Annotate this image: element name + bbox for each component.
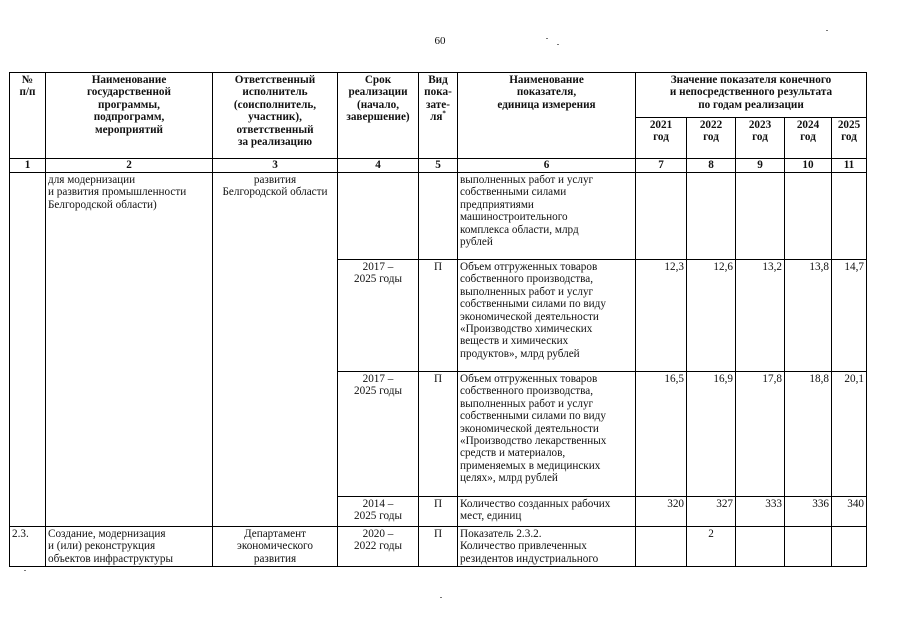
column-number: 5 <box>419 159 458 173</box>
row-indicator-name-text: выполненных работ и услуг собственными силами предприятиями машиностроительного комплекса области, млрд рублей <box>460 174 594 249</box>
row-num <box>10 173 46 527</box>
header-year <box>736 118 785 159</box>
row-value-2022 <box>687 173 736 260</box>
row-type: П <box>419 497 458 527</box>
row-value-2022: 12,6 <box>687 260 736 372</box>
row-value-2024: 18,8 <box>785 372 832 497</box>
row-value-2024 <box>785 173 832 260</box>
row-value-2021 <box>636 173 687 260</box>
header-executor <box>213 73 338 159</box>
header-year <box>636 118 687 159</box>
row-period <box>338 260 419 372</box>
row-value-2025: 340 <box>832 497 867 527</box>
row-value-2022: 16,9 <box>687 372 736 497</box>
row-indicator-name <box>458 497 636 527</box>
column-number-row <box>10 159 867 173</box>
row-period-text: 2017 – 2025 годы <box>354 261 402 286</box>
header-program-label: Наименование государственной программы, подпрограмм, мероприятий <box>87 74 171 136</box>
column-number: 3 <box>213 159 338 173</box>
row-indicator-name <box>458 173 636 260</box>
row-executor <box>213 527 338 567</box>
row-value-2024: 336 <box>785 497 832 527</box>
column-number: 4 <box>338 159 419 173</box>
header-executor-label: Ответственный исполнитель (соисполнитель, участник), ответственный за реализацию <box>233 74 317 149</box>
header-indicator-type-note: * <box>442 109 446 118</box>
header-year-label: 2024 год <box>796 119 820 144</box>
header-indicator-name <box>458 73 636 159</box>
row-program <box>46 173 213 527</box>
row-value-2021 <box>636 527 687 567</box>
header-values-title-label: Значение показателя конечного и непосредственного результата по годам реализации <box>669 74 833 111</box>
row-value-2025 <box>832 527 867 567</box>
table-row <box>10 527 867 567</box>
row-program-text: Создание, модернизация и (или) реконструкция объектов инфраструктуры <box>48 528 174 565</box>
header-year-label: 2021 год <box>649 119 673 144</box>
row-value-2021: 320 <box>636 497 687 527</box>
row-num: 2.3. <box>10 527 46 567</box>
header-indicator-type <box>419 73 458 159</box>
row-value-2023 <box>736 173 785 260</box>
row-executor <box>213 173 338 527</box>
row-value-2023: 13,2 <box>736 260 785 372</box>
row-value-2025: 14,7 <box>832 260 867 372</box>
column-number: 9 <box>736 159 785 173</box>
header-values-title <box>636 73 867 118</box>
scan-speck <box>440 597 442 598</box>
row-indicator-name-text: Объем отгруженных товаров собственного производства, выполненных работ и услуг собственными силами по виду экономической деятельности «Производство лекарственных средств и материалов, применяемых в медицинских целях», млрд рублей <box>460 373 607 485</box>
header-period <box>338 73 419 159</box>
header-year <box>832 118 867 159</box>
page-number: 60 <box>434 35 446 47</box>
header-period-label: Срок реализации (начало, завершение) <box>346 74 410 124</box>
row-program-text: для модернизации и развития промышленности Белгородской области) <box>48 174 187 211</box>
row-value-2023: 333 <box>736 497 785 527</box>
header-year-label: 2022 год <box>699 119 723 144</box>
row-indicator-name <box>458 260 636 372</box>
row-value-2025: 20,1 <box>832 372 867 497</box>
column-number: 7 <box>636 159 687 173</box>
row-value-2025 <box>832 173 867 260</box>
row-type: П <box>419 527 458 567</box>
table-header-row <box>10 73 867 118</box>
row-indicator-name <box>458 527 636 567</box>
header-num-label: № п/п <box>19 74 36 99</box>
column-number: 1 <box>10 159 46 173</box>
row-period <box>338 497 419 527</box>
row-period <box>338 173 419 260</box>
header-year-label: 2023 год <box>748 119 772 144</box>
row-value-2024: 13,8 <box>785 260 832 372</box>
row-executor-text: развития Белгородской области <box>222 174 328 199</box>
column-number: 10 <box>785 159 832 173</box>
column-number: 11 <box>832 159 867 173</box>
table-row <box>10 173 867 260</box>
header-year <box>687 118 736 159</box>
row-value-2022: 2 <box>687 527 736 567</box>
row-indicator-name <box>458 372 636 497</box>
header-num <box>10 73 46 159</box>
row-period <box>338 527 419 567</box>
row-value-2021: 12,3 <box>636 260 687 372</box>
header-year-label: 2025 год <box>837 119 861 144</box>
row-program <box>46 527 213 567</box>
column-number: 2 <box>46 159 213 173</box>
row-period <box>338 372 419 497</box>
header-indicator-name-label: Наименование показателя, единица измерения <box>497 74 596 111</box>
header-indicator-type-label: Вид пока- зате- ля <box>424 74 452 124</box>
row-value-2022: 327 <box>687 497 736 527</box>
row-period-text: 2020 – 2022 годы <box>354 528 402 553</box>
row-type: П <box>419 260 458 372</box>
row-value-2024 <box>785 527 832 567</box>
header-program <box>46 73 213 159</box>
scan-speck <box>557 44 559 45</box>
row-executor-text: Департамент экономического развития <box>237 528 313 565</box>
row-value-2021: 16,5 <box>636 372 687 497</box>
row-value-2023: 17,8 <box>736 372 785 497</box>
row-indicator-name-text: Объем отгруженных товаров собственного производства, выполненных работ и услуг собственными силами по виду экономической деятельности «Производство химических веществ и химических продуктов», млрд рублей <box>460 261 606 360</box>
header-year <box>785 118 832 159</box>
row-type <box>419 173 458 260</box>
scan-speck <box>826 30 828 31</box>
row-value-2023 <box>736 527 785 567</box>
row-type: П <box>419 372 458 497</box>
column-number: 6 <box>458 159 636 173</box>
row-period-text: 2017 – 2025 годы <box>354 373 402 398</box>
indicator-table <box>9 72 867 567</box>
scan-speck <box>546 38 548 39</box>
column-number: 8 <box>687 159 736 173</box>
row-indicator-name-text: Количество созданных рабочих мест, единиц <box>460 498 611 523</box>
row-period-text: 2014 – 2025 годы <box>354 498 402 523</box>
scan-speck <box>24 570 26 571</box>
row-indicator-name-text: Показатель 2.3.2. Количество привлеченных резидентов индустриального <box>460 528 599 565</box>
